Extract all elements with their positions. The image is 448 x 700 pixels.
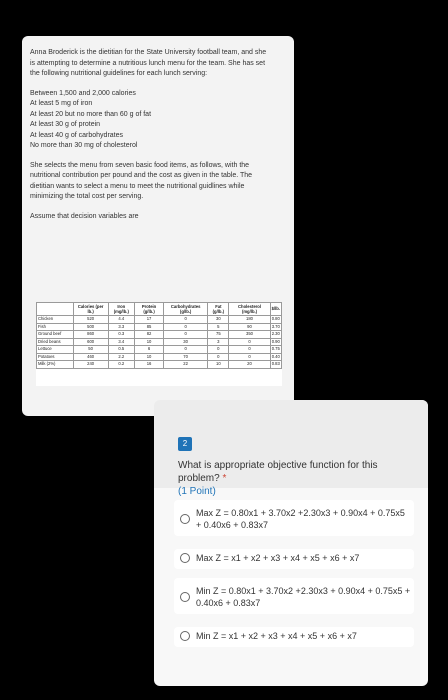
option-label: Min Z = x1 + x2 + x3 + x4 + x5 + x6 + x7 — [196, 631, 357, 641]
column-header: Cholesterol (mg/lb.) — [229, 303, 270, 316]
table-cell: Potatoes — [37, 353, 74, 361]
table-cell: Ground beef — [37, 331, 74, 339]
table-cell: 0 — [164, 323, 208, 331]
table-cell: 3 — [208, 338, 229, 346]
table-cell: 600 — [73, 338, 108, 346]
column-header: Calories (per lb.) — [73, 303, 108, 316]
table-cell: 860 — [73, 331, 108, 339]
constraints-list — [30, 89, 270, 152]
constraint-item: At least 30 g of protein — [30, 121, 101, 128]
constraint-item: At least 40 g of carbohydrates — [30, 131, 123, 139]
table-cell: 180 — [229, 316, 270, 324]
table-row — [37, 353, 282, 361]
table-cell: 30 — [164, 338, 208, 346]
radio-button-icon[interactable] — [180, 514, 190, 524]
table-cell: Fish — [37, 323, 74, 331]
table-cell: 17 — [135, 316, 164, 324]
table-cell: 500 — [73, 323, 108, 331]
required-mark: * — [222, 473, 227, 484]
question-number-badge: 2 — [178, 437, 192, 451]
radio-button-icon[interactable] — [180, 631, 190, 641]
table-cell: 0.3 — [108, 331, 135, 339]
table-cell: Lettuce — [37, 346, 74, 354]
radio-button-icon[interactable] — [180, 592, 190, 602]
table-cell: 0 — [208, 353, 229, 361]
table-cell: 240 — [73, 361, 108, 369]
table-cell: 0.83 — [271, 361, 280, 366]
option-3[interactable] — [174, 578, 414, 614]
table-row — [37, 361, 282, 369]
table-cell: 5 — [208, 323, 229, 331]
nutrition-table-container — [36, 302, 282, 386]
question-points: (1 Point) — [178, 486, 216, 497]
table-cell: 520 — [73, 316, 108, 324]
table-cell: 10 — [135, 338, 164, 346]
table-cell: 350 — [229, 331, 270, 339]
table-cell: Milk (2%) — [37, 361, 74, 369]
table-header-row — [37, 303, 282, 316]
table-cell: 75 — [208, 331, 229, 339]
column-header: Iron (mg/lb.) — [108, 303, 135, 316]
problem-text — [30, 48, 270, 231]
radio-button-icon[interactable] — [180, 553, 190, 563]
table-cell: 0 — [208, 346, 229, 354]
table-cell: 0 — [164, 331, 208, 339]
table-row — [37, 323, 282, 331]
table-cell: Dried beans — [37, 338, 74, 346]
table-cell: 90 — [229, 323, 270, 331]
table-cell: 85 — [135, 323, 164, 331]
column-header — [37, 303, 74, 316]
column-header: Carbohydrates (g/lb.) — [164, 303, 208, 316]
table-cell: 82 — [135, 331, 164, 339]
option-2[interactable] — [174, 549, 414, 569]
table-cell: 0 — [164, 346, 208, 354]
question-text-block — [178, 459, 398, 498]
table-cell: 6 — [135, 346, 164, 354]
option-label: Max Z = 0.80x1 + 3.70x2 +2.30x3 + 0.90x4 + 0.75x5 + 0.40x6 + 0.83x7 — [196, 508, 405, 530]
table-cell: 3.70 — [271, 323, 280, 329]
nutrition-table — [36, 302, 282, 369]
constraint-item: At least 20 but no more than 60 g of fat — [30, 110, 152, 118]
constraint-item: No more than 30 mg of cholesterol — [30, 142, 138, 149]
problem-intro: Anna Broderick is the dietitian for the State University football team, and she is attempting to determine a nutritious lunch menu for the team. She has set the following nutritional guidelines for each lunch serving: — [30, 49, 267, 77]
table-cell: 0.40 — [271, 353, 280, 359]
problem-paragraph: She selects the menu from seven basic food items, as follows, with the nutritional contribution per pound and the cost as given in the table. The dietitian wants to select a menu to meet the nutritional guidlines while minimizing the total cost per serving. — [30, 161, 253, 200]
table-cell: Chicken — [37, 316, 74, 324]
table-cell: 20 — [229, 361, 270, 369]
table-cell: 0.80 — [271, 316, 280, 321]
constraint-item: Between 1,500 and 2,000 calories — [30, 89, 136, 97]
table-cell: 0.5 — [108, 346, 135, 354]
table-cell: 0.90 — [271, 338, 280, 344]
table-cell: 0 — [229, 338, 270, 346]
table-cell: 0 — [229, 346, 270, 354]
option-1[interactable] — [174, 500, 414, 536]
table-row — [37, 331, 282, 339]
column-header: Fat (g/lb.) — [208, 303, 229, 316]
table-cell: 3.3 — [108, 323, 135, 331]
table-cell: 16 — [135, 361, 164, 369]
table-row — [37, 316, 282, 324]
table-cell: 22 — [164, 361, 208, 369]
question-text: What is appropriate objective function for this problem? — [178, 460, 378, 484]
table-cell: 0.2 — [108, 361, 135, 369]
column-header: $/lb. — [270, 303, 281, 316]
table-cell: 3.4 — [108, 338, 135, 346]
table-cell: 10 — [208, 361, 229, 369]
table-cell: 30 — [208, 316, 229, 324]
table-cell: 0 — [229, 353, 270, 361]
table-cell: 460 — [73, 353, 108, 361]
table-row — [37, 338, 282, 346]
problem-assume: Assume that decision variables are — [30, 212, 139, 220]
constraint-item: At least 5 mg of iron — [30, 100, 93, 107]
table-cell: 0.75 — [271, 346, 280, 351]
table-cell: 4.4 — [108, 316, 135, 324]
table-cell: 70 — [164, 353, 208, 361]
option-label: Max Z = x1 + x2 + x3 + x4 + x5 + x6 + x7 — [196, 553, 360, 563]
table-cell: 0 — [164, 316, 208, 324]
column-header: Protein (g/lb.) — [135, 303, 164, 316]
table-row — [37, 346, 282, 354]
table-cell: 2.30 — [271, 331, 280, 336]
table-cell: 50 — [73, 346, 108, 354]
table-cell: 10 — [135, 353, 164, 361]
option-4[interactable] — [174, 627, 414, 647]
option-label: Min Z = 0.80x1 + 3.70x2 +2.30x3 + 0.90x4 + 0.75x5 + 0.40x6 + 0.83x7 — [196, 586, 411, 608]
table-cell: 2.2 — [108, 353, 135, 361]
